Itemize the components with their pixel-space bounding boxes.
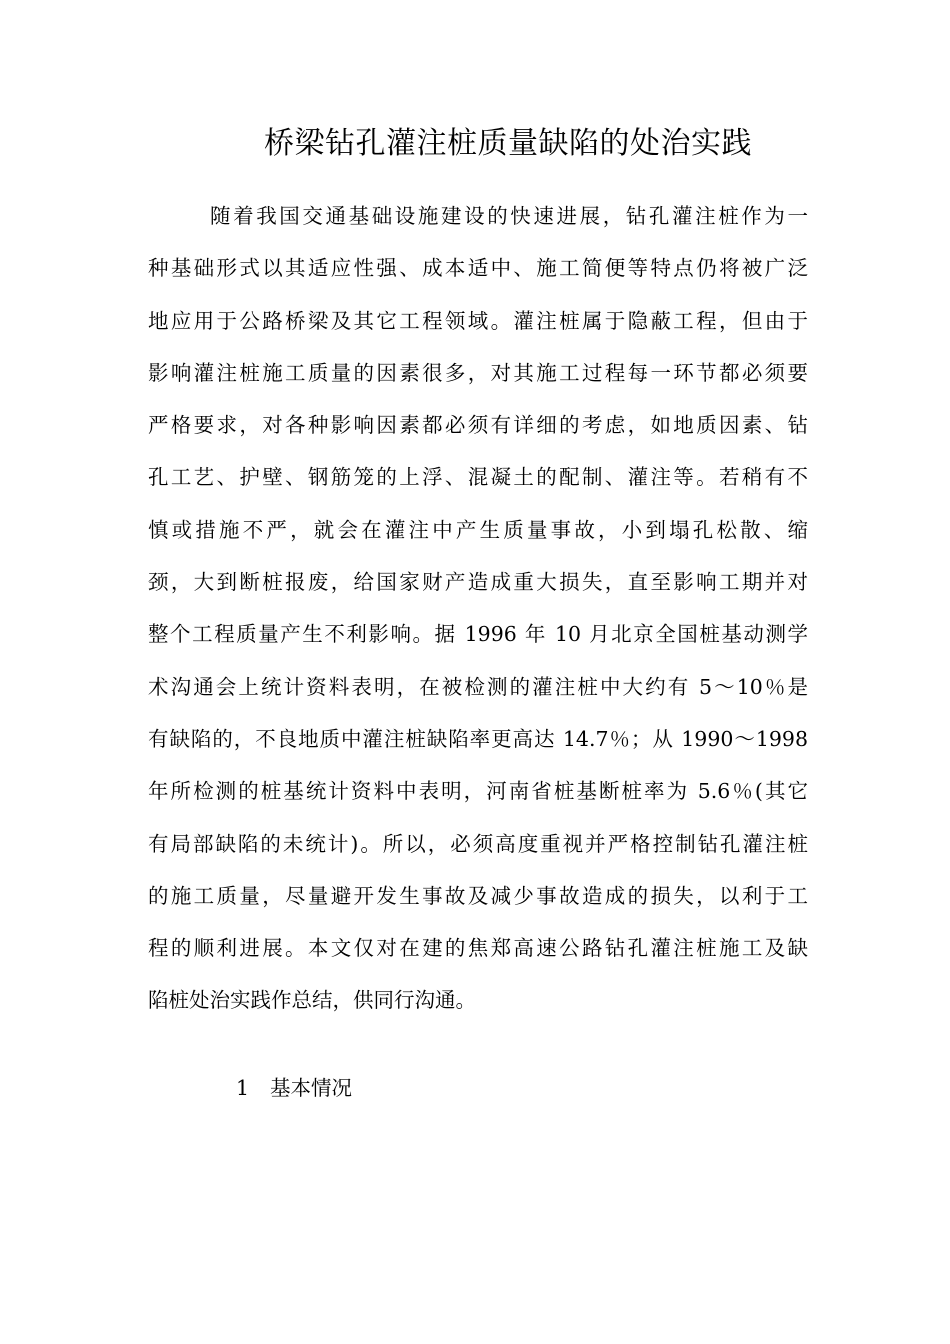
paragraph-line: 种基础形式以其适应性强、成本适中、施工简便等特点仍将被广泛 <box>148 256 808 281</box>
paragraph-line: 地应用于公路桥梁及其它工程领域。灌注桩属于隐蔽工程，但由于 <box>148 308 808 333</box>
intro-paragraph <box>148 194 808 1031</box>
paragraph-line: 的施工质量，尽量避开发生事故及减少事故造成的损失，以利于工 <box>148 883 808 908</box>
paragraph-line: 有缺陷的，不良地质中灌注桩缺陷率更高达 14.7％；从 1990～1998 <box>148 726 808 751</box>
section-heading <box>236 1066 352 1110</box>
paragraph-line: 孔工艺、护壁、钢筋笼的上浮、混凝土的配制、灌注等。若稍有不 <box>148 465 808 490</box>
section-heading-text: 基本情况 <box>270 1076 352 1100</box>
paragraph-line: 颈，大到断桩报废，给国家财产造成重大损失，直至影响工期并对 <box>148 570 808 595</box>
paragraph-line: 术沟通会上统计资料表明，在被检测的灌注桩中大约有 5～10％是 <box>148 674 808 699</box>
paragraph-line: 有局部缺陷的未统计)。所以，必须高度重视并严格控制钻孔灌注桩 <box>148 831 808 856</box>
paragraph-line: 影响灌注桩施工质量的因素很多，对其施工过程每一环节都必须要 <box>148 360 808 385</box>
paragraph-line: 整个工程质量产生不利影响。据 1996 年 10 月北京全国桩基动测学 <box>148 622 808 647</box>
paragraph-line: 陷桩处治实践作总结，供同行沟通。 <box>148 988 476 1013</box>
paragraph-line: 年所检测的桩基统计资料中表明，河南省桩基断桩率为 5.6％(其它 <box>148 779 808 804</box>
paragraph-line: 随着我国交通基础设施建设的快速进展，钻孔灌注桩作为一 <box>210 204 808 228</box>
paragraph-line: 程的顺利进展。本文仅对在建的焦郑高速公路钻孔灌注桩施工及缺 <box>148 936 808 961</box>
document-title: 桥梁钻孔灌注桩质量缺陷的处治实践 <box>264 126 752 161</box>
paragraph-line: 严格要求，对各种影响因素都必须有详细的考虑，如地质因素、钻 <box>148 413 808 438</box>
paragraph-line: 慎或措施不严，就会在灌注中产生质量事故，小到塌孔松散、缩 <box>148 517 808 542</box>
section-number: 1 <box>236 1076 250 1100</box>
